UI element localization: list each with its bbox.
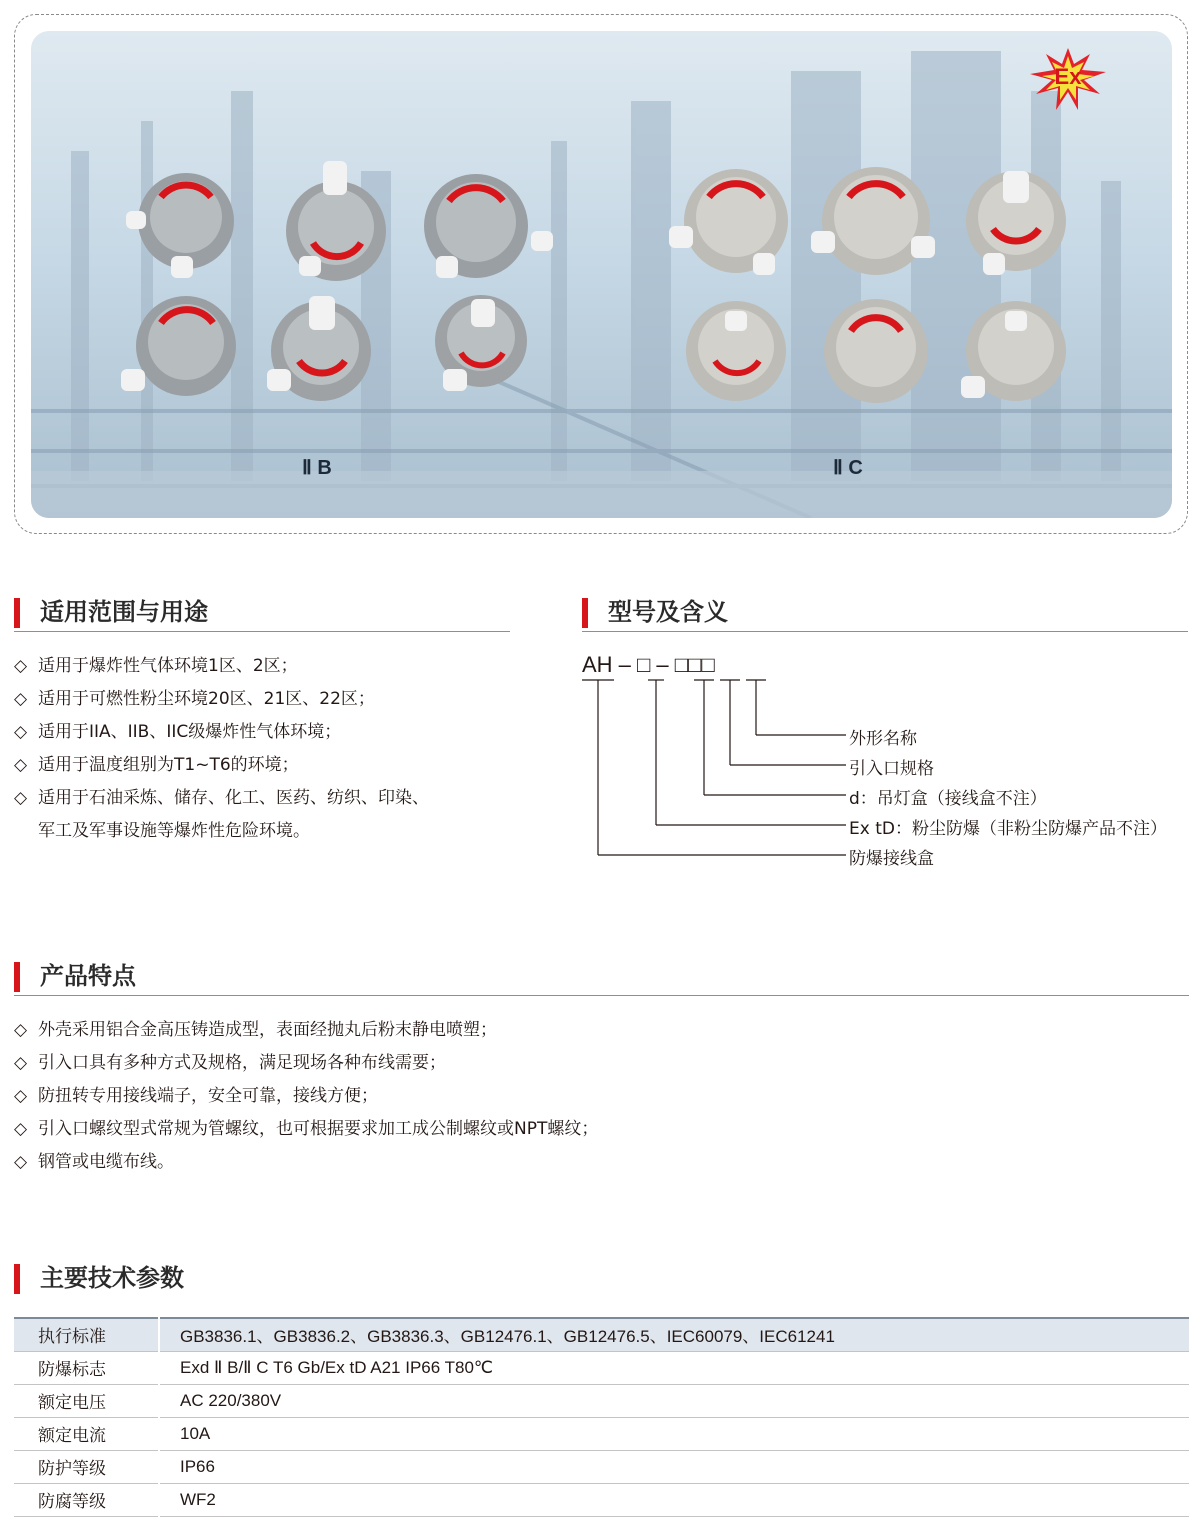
diamond-bullet-icon: ◇ [14, 1152, 28, 1172]
model-label-entry: 引入口规格 [849, 759, 934, 779]
ex-badge-label: Ex [1054, 64, 1082, 89]
table-row [14, 1318, 1189, 1351]
list-item: ◇ 适用于IIA、IIB、IIC级爆炸性气体环境； [14, 716, 429, 749]
model-heading [582, 596, 1188, 632]
heading-accent-bar [14, 598, 20, 628]
junction-box-iic-5 [824, 299, 928, 403]
diamond-bullet-icon: ◇ [14, 689, 28, 709]
group-iic-label: Ⅱ C [833, 457, 863, 479]
diamond-bullet-icon: ◇ [14, 1086, 28, 1106]
table-row [14, 1351, 1189, 1384]
junction-box-iic-1 [669, 169, 788, 275]
diamond-bullet-icon: ◇ [14, 755, 28, 775]
model-label-pendant: d：吊灯盒（接线盒不注） [849, 789, 1047, 809]
scope-title: 适用范围与用途 [40, 598, 208, 626]
spec-value: AC 220/380V [159, 1384, 1189, 1417]
diamond-bullet-icon: ◇ [14, 1119, 28, 1139]
spec-value: Exd Ⅱ B/Ⅱ C T6 Gb/Ex tD A21 IP66 T80℃ [159, 1351, 1189, 1384]
heading-accent-bar [14, 1264, 20, 1294]
list-item: ◇ 适用于石油采炼、储存、化工、医药、纺织、印染、 [14, 782, 429, 815]
list-item: ◇ 适用于爆炸性气体环境1区、2区； [14, 650, 429, 683]
list-item: ◇ 防扭转专用接线端子，安全可靠，接线方便； [14, 1080, 598, 1113]
model-label-box: 防爆接线盒 [849, 849, 934, 869]
table-row [14, 1384, 1189, 1417]
list-item-continuation: 军工及军事设施等爆炸性危险环境。 [38, 821, 310, 841]
model-label-shape: 外形名称 [849, 729, 917, 749]
model-diagram-lines [580, 650, 860, 865]
diamond-bullet-icon: ◇ [14, 1020, 28, 1040]
junction-box-iib-3 [424, 174, 553, 278]
spec-value: IP66 [159, 1450, 1189, 1483]
model-label-dust: Ex tD：粉尘防爆（非粉尘防爆产品不注） [849, 819, 1167, 839]
heading-accent-bar [582, 598, 588, 628]
spec-key: 防爆标志 [14, 1351, 159, 1384]
junction-box-iib-6 [435, 295, 527, 391]
junction-box-iic-4 [686, 301, 786, 401]
group-iib-label: Ⅱ B [302, 457, 332, 479]
features-heading [14, 960, 1189, 996]
table-row [14, 1450, 1189, 1483]
table-row [14, 1483, 1189, 1516]
model-code: AH – □ – □□□ [582, 652, 715, 677]
diamond-bullet-icon: ◇ [14, 722, 28, 742]
hero-banner [31, 31, 1172, 518]
list-item: ◇ 适用于可燃性粉尘环境20区、21区、22区； [14, 683, 429, 716]
model-title: 型号及含义 [608, 598, 728, 626]
features-title: 产品特点 [40, 962, 136, 990]
junction-box-iib-5 [267, 296, 371, 401]
list-item: ◇ 引入口具有多种方式及规格，满足现场各种布线需要； [14, 1047, 598, 1080]
spec-table [14, 1317, 1189, 1517]
diamond-bullet-icon: ◇ [14, 788, 28, 808]
list-item: ◇ 外壳采用铝合金高压铸造成型，表面经抛丸后粉末静电喷塑； [14, 1014, 598, 1047]
specs-title: 主要技术参数 [40, 1264, 184, 1292]
diamond-bullet-icon: ◇ [14, 1053, 28, 1073]
list-item: ◇ 钢管或电缆布线。 [14, 1146, 598, 1179]
spec-key: 防腐等级 [14, 1483, 159, 1516]
diamond-bullet-icon: ◇ [14, 656, 28, 676]
refinery-background [31, 31, 1172, 518]
spec-value: GB3836.1、GB3836.2、GB3836.3、GB12476.1、GB12476.5、IEC60079、IEC61241 [159, 1318, 1189, 1351]
heading-accent-bar [14, 962, 20, 992]
junction-box-iib-4 [121, 296, 236, 396]
features-list [14, 1014, 598, 1179]
spec-value: WF2 [159, 1483, 1189, 1516]
scope-list [14, 650, 429, 848]
list-item: ◇ 引入口螺纹型式常规为管螺纹，也可根据要求加工成公制螺纹或NPT螺纹； [14, 1113, 598, 1146]
scope-heading [14, 596, 510, 632]
specs-heading [14, 1262, 1189, 1298]
spec-key: 防护等级 [14, 1450, 159, 1483]
spec-value: 10A [159, 1417, 1189, 1450]
spec-key: 额定电流 [14, 1417, 159, 1450]
spec-key: 执行标准 [14, 1318, 159, 1351]
table-row [14, 1417, 1189, 1450]
spec-key: 额定电压 [14, 1384, 159, 1417]
list-item: ◇ 适用于温度组别为T1~T6的环境； [14, 749, 429, 782]
